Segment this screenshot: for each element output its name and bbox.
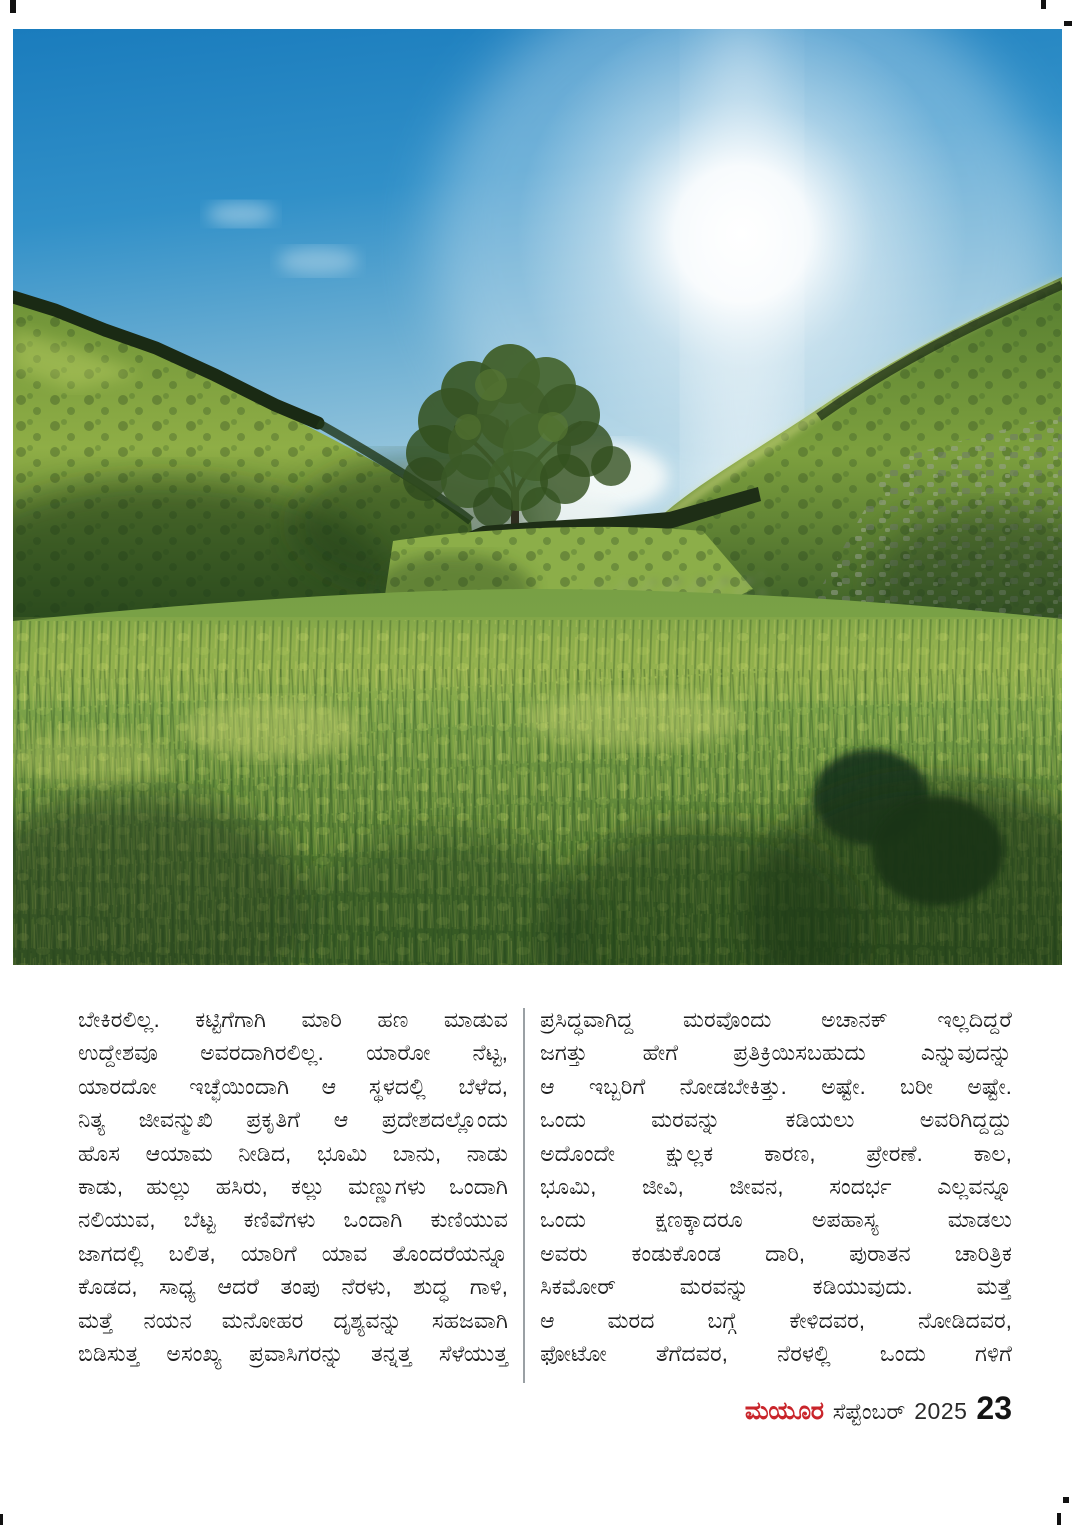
footer-month: ಸೆಪ್ಟೆಂಬರ್ [832, 1399, 906, 1424]
text-line: ಉದ್ದೇಶವೂ ಅವರದಾಗಿರಲಿಲ್ಲ. ಯಾರೋ ನೆಟ್ಟ, [78, 1040, 508, 1066]
text-line: ಭೂಮಿ, ಜೀವಿ, ಜೀವನ, ಸಂದರ್ಭ ಎಲ್ಲವನ್ನೂ [540, 1173, 1012, 1199]
page-footer [745, 1390, 1012, 1427]
text-line: ಆ ಮರದ ಬಗ್ಗೆ ಕೇಳಿದವರ, ನೋಡಿದವರ, [540, 1307, 1012, 1333]
crop-mark [0, 1514, 3, 1525]
footer-year: 2025 [914, 1398, 968, 1424]
crop-mark [1063, 1497, 1069, 1503]
text-column-left [78, 1003, 508, 1370]
text-line: ಅದೊಂದೇ ಕ್ಷುಲ್ಲಕ ಕಾರಣ, ಪ್ರೇರಣೆ. ಕಾಲ, [540, 1140, 1012, 1166]
text-line: ಕೊಡದ, ಸಾಧ್ಯ ಆದರೆ ತಂಪು ನೆರಳು, ಶುದ್ಧ ಗಾಳಿ, [78, 1274, 508, 1300]
text-line: ಜಾಗದಲ್ಲಿ ಬಲಿತ, ಯಾರಿಗೆ ಯಾವ ತೊಂದರೆಯನ್ನೂ [78, 1240, 508, 1266]
crop-mark [10, 0, 16, 13]
crop-mark [1041, 0, 1046, 9]
text-line: ಒಂದು ಕ್ಷಣಕ್ಕಾದರೂ ಅಪಹಾಸ್ಯ ಮಾಡಲು [540, 1207, 1012, 1233]
meadow [13, 589, 1062, 965]
text-line: ಕಾಡು, ಹುಲ್ಲು ಹಸಿರು, ಕಲ್ಲು ಮಣ್ಣುಗಳು ಒಂದಾಗಿ [78, 1173, 508, 1199]
text-line: ಹೊಸ ಆಯಾಮ ನೀಡಿದ, ಭೂಮಿ ಬಾನು, ನಾಡು [78, 1140, 508, 1166]
text-column-right [540, 1003, 1012, 1370]
crop-mark [1064, 21, 1072, 26]
text-line: ನಲಿಯುವ, ಬೆಟ್ಟ ಕಣಿವೆಗಳು ಒಂದಾಗಿ ಕುಣಿಯುವ [78, 1207, 508, 1233]
text-line: ಸಿಕಮೋರ್ ಮರವನ್ನು ಕಡಿಯುವುದು. ಮತ್ತೆ [540, 1274, 1012, 1300]
text-line: ಒಂದು ಮರವನ್ನು ಕಡಿಯಲು ಅವರಿಗಿದ್ದದ್ದು [540, 1107, 1012, 1133]
crop-mark [1057, 1513, 1061, 1525]
landscape-illustration [13, 29, 1062, 965]
cloud-wisp [278, 247, 358, 275]
text-line: ಅವರು ಕಂಡುಕೊಂಡ ದಾರಿ, ಪುರಾತನ ಚಾರಿತ್ರಿಕ [540, 1240, 1012, 1266]
text-line: ಫೋಟೋ ತೆಗೆದವರ, ನೆರಳಲ್ಲಿ ಒಂದು ಗಳಿಗೆ [540, 1340, 1012, 1366]
text-line: ಯಾರದೋ ಇಚ್ಛೆಯಿಂದಾಗಿ ಆ ಸ್ಥಳದಲ್ಲಿ ಬೆಳೆದ, [78, 1073, 508, 1099]
page-number: 23 [976, 1390, 1012, 1426]
article-photo-sycamore-gap [13, 29, 1062, 965]
text-line: ಆ ಇಬ್ಬರಿಗೆ ನೋಡಬೇಕಿತ್ತು. ಅಷ್ಟೇ. ಬರೀ ಅಷ್ಟೇ. [540, 1073, 1012, 1099]
text-line: ನಿತ್ಯ ಜೀವನ್ಮುಖಿ ಪ್ರಕೃತಿಗೆ ಆ ಪ್ರದೇಶದಲ್ಲೊಂದು [78, 1107, 508, 1133]
text-line: ಜಗತ್ತು ಹೇಗೆ ಪ್ರತಿಕ್ರಿಯಿಸಬಹುದು ಎನ್ನುವುದನ್ನು [540, 1040, 1012, 1066]
cloud-wisp [207, 202, 275, 226]
text-line: ಮತ್ತೆ ನಯನ ಮನೋಹರ ದೃಶ್ಯವನ್ನು ಸಹಜವಾಗಿ [78, 1307, 508, 1333]
text-line: ಪ್ರಸಿದ್ಧವಾಗಿದ್ದ ಮರವೊಂದು ಅಚಾನಕ್ ಇಲ್ಲದಿದ್ದರೆ [540, 1007, 1012, 1032]
magazine-logo: ಮಯೂರ [744, 1397, 824, 1425]
text-line: ಬಿಡಿಸುತ್ತ ಅಸಂಖ್ಯ ಪ್ರವಾಸಿಗರನ್ನು ತನ್ನತ್ತ ಸೆಳೆಯುತ್ತ [78, 1340, 508, 1366]
column-divider [523, 1008, 525, 1383]
text-line: ಬೇಕಿರಲಿಲ್ಲ. ಕಟ್ಟಿಗೆಗಾಗಿ ಮಾರಿ ಹಣ ಮಾಡುವ [78, 1007, 508, 1032]
